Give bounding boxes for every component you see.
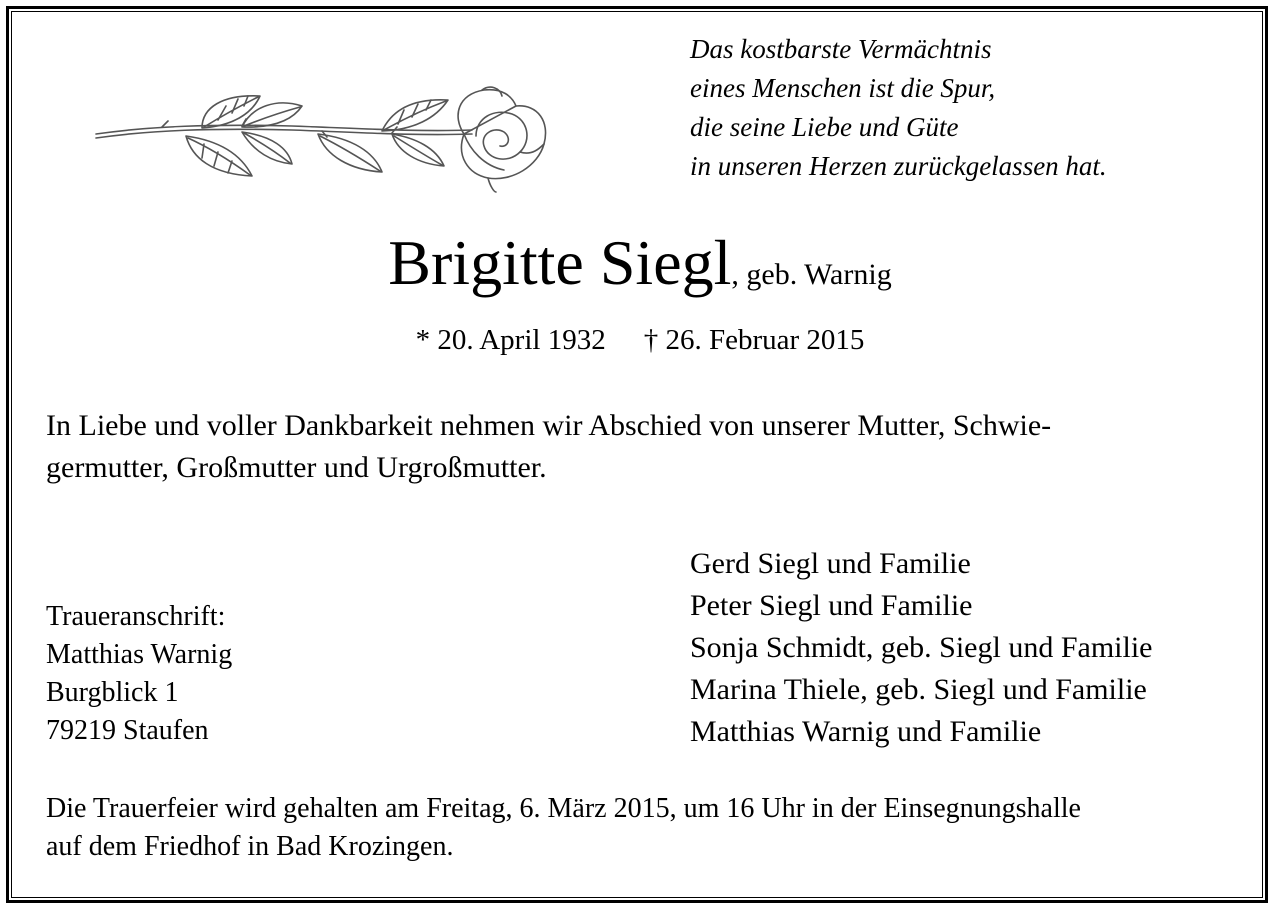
birth-date: * 20. April 1932 (415, 324, 606, 356)
family-member: Gerd Siegl und Familie (690, 547, 971, 580)
farewell-text (46, 405, 1246, 489)
address-line: 79219 Staufen (46, 715, 209, 746)
quote-line: Das kostbarste Vermächtnis (690, 34, 992, 64)
quote-line: eines Menschen ist die Spur, (690, 73, 996, 103)
deceased-name: Brigitte Siegl (388, 227, 732, 298)
family-member: Peter Siegl und Familie (690, 589, 973, 622)
ceremony-line: auf dem Friedhof in Bad Krozingen. (46, 831, 454, 862)
maiden-name: , geb. Warnig (731, 258, 892, 291)
funeral-ceremony-info (46, 790, 1246, 866)
ceremony-line: Die Trauerfeier wird gehalten am Freitag, 6. März 2015, um 16 Uhr in der Einsegnungshalle (46, 793, 1081, 824)
family-member: Marina Thiele, geb. Siegl und Familie (690, 673, 1147, 706)
family-signatories (690, 543, 1152, 753)
address-line: Traueranschrift: (46, 601, 226, 632)
address-line: Matthias Warnig (46, 639, 233, 670)
death-date: † 26. Februar 2015 (643, 324, 865, 356)
deceased-name-line (0, 226, 1280, 300)
farewell-line: In Liebe und voller Dankbarkeit nehmen wir Abschied von unserer Mutter, Schwie- (46, 409, 1052, 442)
farewell-line: germutter, Großmutter und Urgroßmutter. (46, 451, 547, 484)
memorial-quote (690, 30, 1250, 186)
family-member: Sonja Schmidt, geb. Siegl und Familie (690, 631, 1153, 664)
mourning-address (46, 598, 232, 750)
address-line: Burgblick 1 (46, 677, 179, 708)
family-member: Matthias Warnig und Familie (690, 715, 1042, 748)
quote-line: in unseren Herzen zurückgelassen hat. (690, 151, 1107, 181)
quote-line: die seine Liebe und Güte (690, 112, 959, 142)
rose-icon (92, 86, 552, 194)
life-dates (0, 324, 1280, 357)
